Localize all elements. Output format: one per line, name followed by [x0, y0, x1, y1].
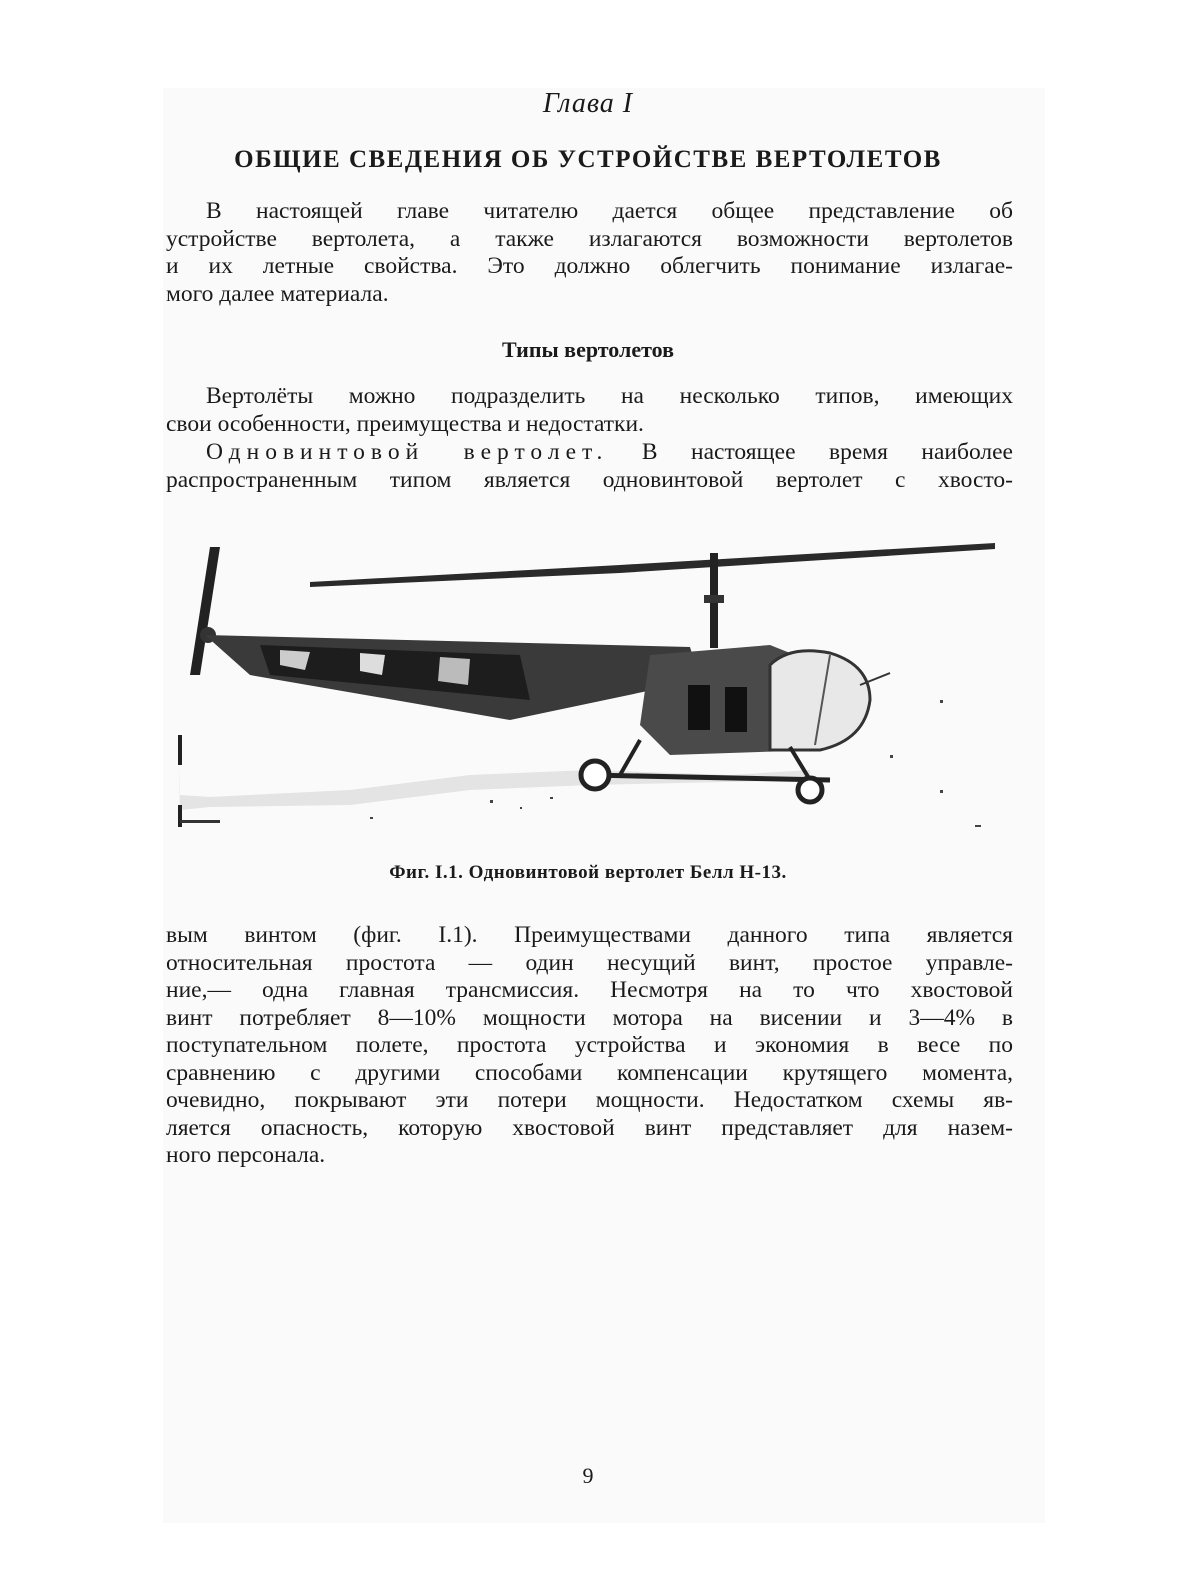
body-line: очевидно, покрывают эти потери мощности. Недостатком схемы яв- [166, 1087, 1013, 1113]
intro-paragraph [166, 198, 1013, 308]
body-line: относительная простота — один несущий винт, простое управле- [166, 949, 1013, 976]
cabin-window [725, 687, 747, 732]
bubble-canopy [770, 651, 870, 750]
chapter-title: ОБЩИЕ СВЕДЕНИЯ ОБ УСТРОЙСТВЕ ВЕРТОЛЕТОВ [234, 146, 942, 173]
wheel [581, 761, 609, 789]
body-line: ляется опасность, которую хвостовой винт представляет для назем- [166, 1114, 1013, 1141]
tail-rotor [190, 547, 220, 675]
helicopter-illustration [170, 535, 1000, 835]
body-line: винт потребляет 8—10% мощности мотора на висении и 3—4% в [166, 1004, 1013, 1031]
intro-line: и их летные свойства. Это должно облегчить понимание излагае- [166, 253, 1013, 279]
intro-line: мого далее материала. [166, 280, 389, 307]
single-rotor-line-2: распространенным типом является одновинтовой вертолет с хвосто- [166, 466, 1013, 493]
intro-line: устройстве вертолета, а также излагаются возможности вертолетов [166, 225, 1013, 252]
body-line: ного персонала. [166, 1142, 326, 1168]
types-line: Вертолёты можно подразделить на несколько типов, имеющих [206, 383, 1013, 409]
main-rotor-blade [310, 543, 995, 587]
single-rotor-line-1 [166, 439, 1013, 467]
body-line: ние,— одна главная трансмиссия. Несмотря на то что хвостовой [166, 977, 1013, 1003]
single-rotor-paragraph [166, 439, 1013, 494]
body-paragraph [166, 922, 1013, 1170]
types-line: свои особенности, преимущества и недостатки. [166, 410, 644, 437]
body-line: вым винтом (фиг. I.1). Преимуществами данного типа является [166, 922, 1013, 948]
chapter-label: Глава I [542, 88, 634, 119]
intro-line: В настоящей главе читателю дается общее представление об [206, 198, 1013, 224]
page-number: 9 [582, 1463, 594, 1488]
helicopter-figure [170, 535, 1000, 835]
cabin-window [688, 685, 710, 730]
types-paragraph [166, 383, 1013, 438]
single-rotor-text: В настоящее время наиболее [608, 439, 1013, 465]
single-rotor-term: Одновинтовой вертолет. [206, 439, 609, 465]
figure-caption: Фиг. I.1. Одновинтовой вертолет Белл Н-13. [389, 862, 787, 883]
body-line: поступательном полете, простота устройства и экономия в весе по [166, 1032, 1013, 1058]
section-heading: Типы вертолетов [502, 337, 674, 362]
wheel [798, 778, 822, 802]
body-line: сравнению с другими способами компенсации крутящего момента, [166, 1059, 1013, 1086]
